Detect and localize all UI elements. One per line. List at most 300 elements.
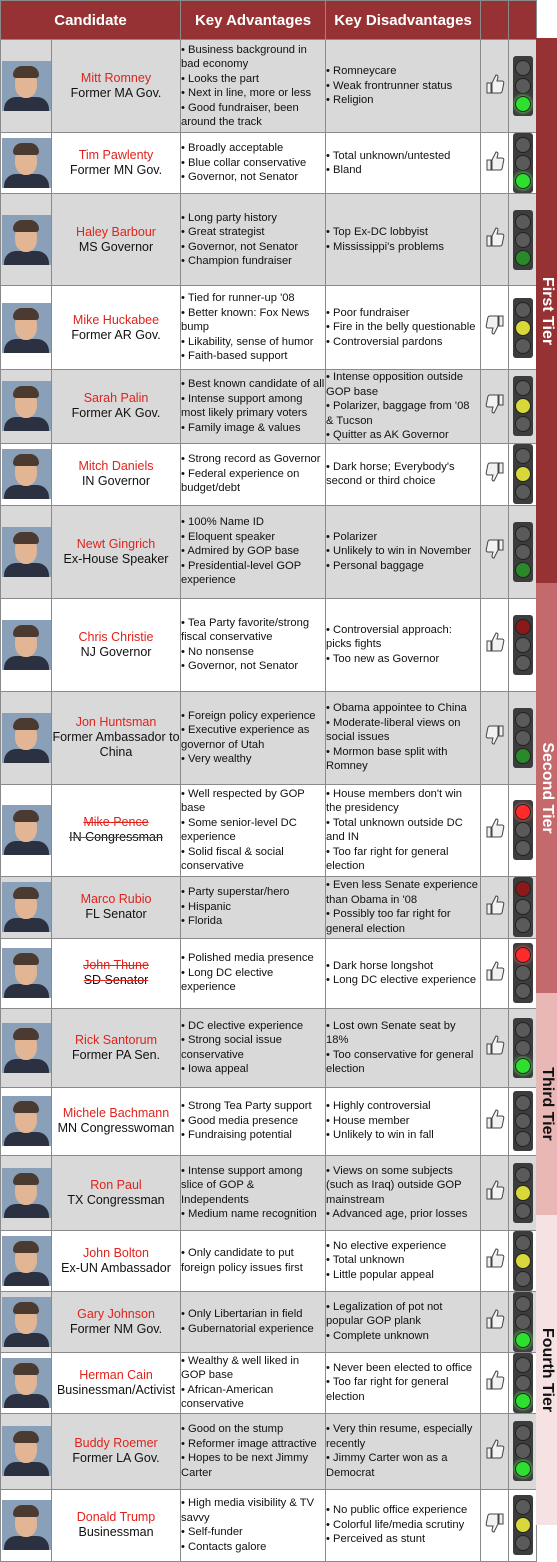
candidate-name-cell — [52, 443, 181, 505]
traffic-light-top — [515, 1499, 531, 1515]
candidate-portrait — [2, 61, 51, 111]
traffic-light-cell — [509, 1489, 537, 1561]
tier-band — [536, 38, 557, 583]
traffic-light-cell — [509, 443, 537, 505]
candidate-name-cell — [52, 876, 181, 938]
candidate-photo-cell — [1, 370, 52, 444]
advantage-item: • Foreign policy experience — [181, 709, 316, 722]
advantage-item: • Reformer image attractive — [181, 1437, 317, 1450]
traffic-light-middle — [515, 1314, 531, 1330]
thumb-cell — [481, 133, 509, 194]
disadvantage-item: • Highly controversial — [326, 1100, 431, 1113]
candidate-photo-cell — [1, 1352, 52, 1413]
tier-band — [536, 583, 557, 993]
advantage-item: • Polished media presence — [181, 952, 314, 965]
thumbs-down-icon — [485, 724, 505, 746]
candidate-portrait — [2, 1168, 51, 1218]
advantage-item: • Self-funder — [181, 1526, 243, 1538]
candidate-photo-cell — [1, 938, 52, 1008]
advantages-cell — [181, 443, 326, 505]
traffic-light-middle — [515, 78, 531, 94]
traffic-light-top — [515, 1095, 531, 1111]
traffic-light-top — [515, 60, 531, 76]
candidate-photo-cell — [1, 1008, 52, 1087]
candidate-photo-cell — [1, 286, 52, 370]
table-row — [1, 286, 537, 370]
disadvantages-cell — [326, 1155, 481, 1230]
tier-label: Second Tier — [538, 742, 556, 834]
advantages-cell — [181, 1087, 326, 1155]
candidate-photo-cell — [1, 194, 52, 286]
advantage-item: • Good media presence — [181, 1114, 299, 1127]
traffic-light-top — [515, 1022, 531, 1038]
thumb-cell — [481, 598, 509, 691]
traffic-light-top — [515, 448, 531, 464]
disadvantage-item: • Weak frontrunner status — [326, 79, 453, 92]
disadvantage-item: • House members don't win the presidency — [326, 787, 463, 814]
disadvantage-item: • Top Ex-DC lobbyist — [326, 226, 428, 238]
disadvantage-item: • House member — [326, 1114, 410, 1127]
traffic-light-cell — [509, 938, 537, 1008]
table-row — [1, 1008, 537, 1087]
advantages-cell — [181, 1230, 326, 1291]
thumbs-up-icon — [485, 1247, 505, 1269]
candidate-name: Rick Santorum — [75, 1032, 157, 1047]
advantage-item: • Fundraising potential — [181, 1129, 292, 1142]
candidate-name: Buddy Roemer — [74, 1436, 158, 1450]
candidate-name-cell — [52, 1489, 181, 1561]
candidate-title: Businessman/Activist — [56, 1382, 176, 1397]
traffic-light-bottom — [515, 1058, 531, 1074]
advantages-cell — [181, 133, 326, 194]
table-row — [1, 1352, 537, 1413]
advantage-item: • Hopes to be next Jimmy Carter — [181, 1452, 309, 1479]
advantage-item: • Governor, not Senator — [181, 660, 299, 672]
candidate-name: Sarah Palin — [83, 391, 149, 406]
traffic-light-bottom — [515, 1271, 531, 1287]
traffic-light-middle — [515, 155, 531, 171]
traffic-light-bottom — [515, 655, 531, 671]
disadvantage-item: • Very thin resume, especially recently — [326, 1423, 473, 1450]
candidate-name-cell — [52, 1291, 181, 1352]
candidate-photo-cell — [1, 1230, 52, 1291]
traffic-light-top — [515, 526, 531, 542]
traffic-light-middle — [515, 232, 531, 248]
candidate-title: Former Ambassador to China — [52, 730, 180, 759]
traffic-light-middle — [515, 1185, 531, 1201]
disadvantage-item: • Mormon base split with Romney — [326, 745, 448, 773]
thumb-cell — [481, 1230, 509, 1291]
traffic-light-bottom — [515, 173, 531, 189]
traffic-light-middle — [515, 544, 531, 560]
advantages-cell — [181, 784, 326, 876]
candidate-portrait — [2, 381, 51, 431]
traffic-light-icon — [513, 1231, 533, 1291]
traffic-light-middle — [515, 822, 531, 838]
traffic-light-top — [515, 712, 531, 728]
tier-band — [536, 993, 557, 1215]
disadvantage-item: • Obama appointee to China — [326, 702, 467, 715]
candidate-name-cell — [52, 1087, 181, 1155]
thumbs-up-icon — [485, 1369, 505, 1391]
disadvantages-cell — [326, 784, 481, 876]
disadvantage-item: • Moderate-liberal views on social issues — [326, 716, 461, 744]
advantage-item: • Long DC elective experience — [181, 966, 274, 994]
candidate-name: Jon Huntsman — [75, 715, 157, 729]
header-candidate: Candidate — [1, 1, 181, 40]
candidate-title: MN Congresswoman — [57, 1121, 175, 1135]
advantage-item: • Presidential-level GOP experience — [181, 559, 302, 587]
candidate-name-cell — [52, 133, 181, 194]
thumb-cell — [481, 1087, 509, 1155]
candidate-name-cell — [52, 1352, 181, 1413]
traffic-light-cell — [509, 1413, 537, 1489]
traffic-light-bottom — [515, 1203, 531, 1219]
disadvantages-cell — [326, 40, 481, 133]
candidate-photo-cell — [1, 443, 52, 505]
candidate-photo-cell — [1, 598, 52, 691]
table-row — [1, 505, 537, 598]
advantages-cell — [181, 370, 326, 444]
traffic-light-cell — [509, 1008, 537, 1087]
candidate-portrait — [2, 1236, 51, 1286]
advantage-item: • Governor, not Senator — [181, 240, 299, 253]
advantage-item: • Strong social issue conservative — [181, 1034, 282, 1061]
candidate-name: John Thune — [83, 958, 149, 972]
disadvantages-cell — [326, 876, 481, 938]
advantages-cell — [181, 1155, 326, 1230]
advantage-item: • Only Libertarian in field — [181, 1308, 303, 1320]
candidate-title: Former AR Gov. — [71, 327, 161, 342]
candidate-title: Former MA Gov. — [70, 86, 162, 100]
traffic-light-top — [515, 1235, 531, 1251]
traffic-light-bottom — [515, 1131, 531, 1147]
disadvantage-item: • Unlikely to win in November — [326, 545, 472, 558]
traffic-light-icon — [513, 1091, 533, 1151]
traffic-light-bottom — [515, 1461, 531, 1477]
advantage-item: • African-American conservative — [181, 1383, 274, 1410]
advantage-item: • Blue collar conservative — [181, 156, 307, 169]
disadvantages-cell — [326, 194, 481, 286]
traffic-light-middle — [515, 730, 531, 746]
thumbs-up-icon — [485, 1108, 505, 1130]
traffic-light-top — [515, 380, 531, 396]
header-light-blank — [509, 1, 537, 40]
table-row — [1, 194, 537, 286]
candidate-name-cell — [52, 505, 181, 598]
advantage-item: • Better known: Fox News bump — [181, 306, 310, 334]
disadvantages-cell — [326, 1230, 481, 1291]
candidate-name-cell — [52, 598, 181, 691]
disadvantage-item: • Too new as Governor — [326, 652, 440, 665]
advantage-item: • Strong record as Governor — [181, 453, 321, 466]
disadvantage-item: • Too far right for general election — [326, 845, 449, 872]
traffic-light-cell — [509, 1291, 537, 1352]
candidate-portrait — [2, 948, 51, 998]
candidate-rows — [1, 40, 537, 1562]
disadvantage-item: • Poor fundraiser — [326, 306, 410, 319]
disadvantage-item: • Too far right for general election — [326, 1376, 449, 1403]
traffic-light-top — [515, 137, 531, 153]
candidate-portrait — [2, 527, 51, 577]
candidate-name: Michele Bachmann — [62, 1106, 170, 1120]
candidate-name-cell — [52, 1008, 181, 1087]
candidate-photo-cell — [1, 505, 52, 598]
disadvantage-item: • Intense opposition outside GOP base — [326, 371, 464, 398]
traffic-light-cell — [509, 40, 537, 133]
advantage-item: • Very wealthy — [181, 753, 252, 765]
candidate-name: John Bolton — [82, 1245, 150, 1260]
traffic-light-middle — [515, 1517, 531, 1533]
traffic-light-cell — [509, 133, 537, 194]
advantage-item: • Hispanic — [181, 900, 231, 913]
disadvantage-item: • Long DC elective experience — [326, 974, 477, 986]
advantage-item: • Intense support among slice of GOP & Independents — [181, 1164, 303, 1206]
candidate-name: Mitt Romney — [80, 71, 152, 85]
advantage-item: • Likability, sense of humor — [181, 335, 314, 348]
candidate-name-cell — [52, 691, 181, 784]
disadvantage-item: • Legalization of pot not popular GOP plank — [326, 1300, 443, 1328]
candidate-title: IN Congressman — [69, 830, 163, 844]
table-row — [1, 1291, 537, 1352]
traffic-light-cell — [509, 784, 537, 876]
table-row — [1, 876, 537, 938]
candidate-name: Mike Pence — [83, 815, 149, 829]
disadvantages-cell — [326, 443, 481, 505]
candidate-photo-cell — [1, 1087, 52, 1155]
candidate-name: Donald Trump — [76, 1510, 156, 1524]
advantages-cell — [181, 876, 326, 938]
advantage-item: • Strong Tea Party support — [181, 1100, 312, 1113]
candidate-portrait — [2, 1500, 51, 1550]
advantage-item: • Good on the stump — [181, 1423, 284, 1435]
header-disadvantages: Key Disadvantages — [326, 1, 481, 40]
traffic-light-cell — [509, 691, 537, 784]
thumb-cell — [481, 938, 509, 1008]
tier-label: Third Tier — [538, 1067, 556, 1141]
table-row — [1, 1230, 537, 1291]
traffic-light-bottom — [515, 484, 531, 500]
disadvantage-item: • Too conservative for general election — [326, 1048, 474, 1075]
disadvantage-item: • Polarizer — [326, 530, 378, 543]
disadvantage-item: • Dark horse longshot — [326, 959, 434, 972]
thumb-cell — [481, 1291, 509, 1352]
disadvantages-cell — [326, 691, 481, 784]
candidate-portrait — [2, 620, 51, 670]
traffic-light-bottom — [515, 1535, 531, 1551]
candidate-photo-cell — [1, 1291, 52, 1352]
traffic-light-top — [515, 214, 531, 230]
advantage-item: • Tied for runner-up '08 — [181, 292, 295, 305]
disadvantage-item: • Controversial pardons — [326, 335, 443, 348]
candidate-title: Former LA Gov. — [72, 1451, 160, 1465]
header-row — [1, 1, 537, 40]
disadvantage-item: • Colorful life/media scrutiny — [326, 1518, 465, 1531]
advantages-cell — [181, 40, 326, 133]
advantages-cell — [181, 194, 326, 286]
candidate-portrait — [2, 1358, 51, 1408]
advantages-cell — [181, 1413, 326, 1489]
candidate-name: Mike Huckabee — [72, 312, 160, 327]
table-row — [1, 784, 537, 876]
candidate-name: Gary Johnson — [77, 1306, 155, 1321]
traffic-light-cell — [509, 194, 537, 286]
candidate-photo-cell — [1, 1155, 52, 1230]
traffic-light-bottom — [515, 338, 531, 354]
advantages-cell — [181, 691, 326, 784]
disadvantage-item: • Total unknown/untested — [326, 149, 451, 162]
traffic-light-middle — [515, 1040, 531, 1056]
thumbs-up-icon — [485, 631, 505, 653]
candidate-portrait — [2, 882, 51, 932]
advantage-item: • Family image & values — [181, 421, 301, 434]
disadvantage-item: • No elective experience — [326, 1239, 447, 1252]
thumb-cell — [481, 40, 509, 133]
disadvantages-cell — [326, 1413, 481, 1489]
advantage-item: • Governor, not Senator — [181, 171, 299, 184]
disadvantage-item: • Controversial approach: picks fights — [326, 623, 452, 651]
disadvantage-item: • Romneycare — [326, 65, 397, 78]
disadvantages-cell — [326, 133, 481, 194]
advantages-cell — [181, 598, 326, 691]
thumb-cell — [481, 1155, 509, 1230]
traffic-light-icon — [513, 1353, 533, 1413]
advantage-item: • Party superstar/hero — [181, 886, 290, 899]
tier-sidebar — [536, 38, 557, 1534]
disadvantages-cell — [326, 938, 481, 1008]
candidate-name: Haley Barbour — [76, 224, 156, 239]
advantage-item: • Executive experience as governor of Utah — [181, 724, 310, 751]
advantage-item: • Broadly acceptable — [181, 142, 284, 155]
table-row — [1, 1087, 537, 1155]
disadvantage-item: • Perceived as stunt — [326, 1533, 426, 1546]
traffic-light-icon — [513, 133, 533, 193]
advantage-item: • Next in line, more or less — [181, 87, 312, 99]
thumbs-up-icon — [485, 73, 505, 95]
thumbs-down-icon — [485, 314, 505, 336]
candidate-portrait — [2, 1023, 51, 1073]
traffic-light-cell — [509, 505, 537, 598]
thumb-cell — [481, 784, 509, 876]
traffic-light-bottom — [515, 983, 531, 999]
traffic-light-icon — [513, 56, 533, 116]
thumbs-down-icon — [485, 538, 505, 560]
candidate-name: Tim Pawlenty — [78, 148, 154, 162]
disadvantage-item: • Fire in the belly questionable — [326, 321, 476, 334]
tier-band — [536, 1215, 557, 1525]
candidate-title: TX Congressman — [67, 1192, 165, 1207]
candidate-title: SD Senator — [83, 973, 149, 987]
candidate-portrait — [2, 1096, 51, 1146]
traffic-light-icon — [513, 1018, 533, 1078]
advantage-item: • Contacts galore — [181, 1540, 267, 1553]
traffic-light-icon — [513, 1163, 533, 1223]
candidate-name-cell — [52, 938, 181, 1008]
traffic-light-icon — [513, 1421, 533, 1481]
traffic-light-top — [515, 1296, 531, 1312]
advantage-item: • Admired by GOP base — [181, 545, 300, 558]
disadvantages-cell — [326, 286, 481, 370]
traffic-light-bottom — [515, 562, 531, 578]
candidate-photo-cell — [1, 1489, 52, 1561]
disadvantage-item: • Advanced age, prior losses — [326, 1208, 468, 1220]
candidate-title: Former PA Sen. — [72, 1047, 160, 1062]
traffic-light-icon — [513, 943, 533, 1003]
thumb-cell — [481, 1352, 509, 1413]
disadvantage-item: • Total unknown outside DC and IN — [326, 816, 463, 843]
traffic-light-cell — [509, 370, 537, 444]
disadvantage-item: • Quitter as AK Governor — [326, 429, 449, 441]
traffic-light-middle — [515, 899, 531, 915]
disadvantages-cell — [326, 1087, 481, 1155]
tier-label: First Tier — [538, 276, 556, 345]
thumbs-up-icon — [485, 1179, 505, 1201]
advantages-cell — [181, 505, 326, 598]
disadvantage-item: • No public office experience — [326, 1504, 468, 1517]
traffic-light-top — [515, 947, 531, 963]
disadvantage-item: • Personal baggage — [326, 559, 424, 572]
thumb-cell — [481, 1413, 509, 1489]
traffic-light-icon — [513, 877, 533, 937]
traffic-light-middle — [515, 1113, 531, 1129]
traffic-light-bottom — [515, 96, 531, 112]
advantage-item: • Good fundraiser, been around the track — [181, 101, 299, 128]
traffic-light-icon — [513, 522, 533, 582]
thumbs-up-icon — [485, 817, 505, 839]
candidate-portrait — [2, 805, 51, 855]
candidate-title: NJ Governor — [80, 644, 152, 659]
disadvantage-item: • Jimmy Carter won as a Democrat — [326, 1452, 448, 1479]
advantage-item: • Iowa appeal — [181, 1063, 249, 1075]
advantage-item: • Medium name recognition — [181, 1208, 317, 1220]
candidate-photo-cell — [1, 1413, 52, 1489]
traffic-light-cell — [509, 598, 537, 691]
candidate-title: Ex-UN Ambassador — [61, 1260, 171, 1275]
thumbs-down-icon — [485, 461, 505, 483]
disadvantage-item: • Never been elected to office — [326, 1361, 473, 1374]
table-row — [1, 370, 537, 444]
advantage-item: • Business background in bad economy — [181, 43, 307, 70]
advantage-item: • Champion fundraiser — [181, 255, 292, 267]
candidate-portrait — [2, 138, 51, 188]
candidate-name-cell — [52, 1155, 181, 1230]
advantages-cell — [181, 938, 326, 1008]
traffic-light-middle — [515, 637, 531, 653]
table-row — [1, 1489, 537, 1561]
advantages-cell — [181, 1008, 326, 1087]
thumb-cell — [481, 443, 509, 505]
advantage-item: • Best known candidate of all — [181, 378, 325, 391]
traffic-light-icon — [513, 376, 533, 436]
traffic-light-top — [515, 1167, 531, 1183]
traffic-light-cell — [509, 876, 537, 938]
traffic-light-bottom — [515, 917, 531, 933]
candidate-photo-cell — [1, 784, 52, 876]
traffic-light-icon — [513, 444, 533, 504]
traffic-light-icon — [513, 1495, 533, 1555]
disadvantage-item: • Possibly too far right for general election — [326, 908, 451, 935]
traffic-light-middle — [515, 1443, 531, 1459]
traffic-light-icon — [513, 298, 533, 358]
disadvantages-cell — [326, 370, 481, 444]
thumbs-up-icon — [485, 1438, 505, 1460]
candidate-photo-cell — [1, 876, 52, 938]
traffic-light-bottom — [515, 1332, 531, 1348]
table-row — [1, 691, 537, 784]
advantage-item: • Florida — [181, 915, 223, 928]
disadvantages-cell — [326, 1352, 481, 1413]
thumbs-up-icon — [485, 1308, 505, 1330]
